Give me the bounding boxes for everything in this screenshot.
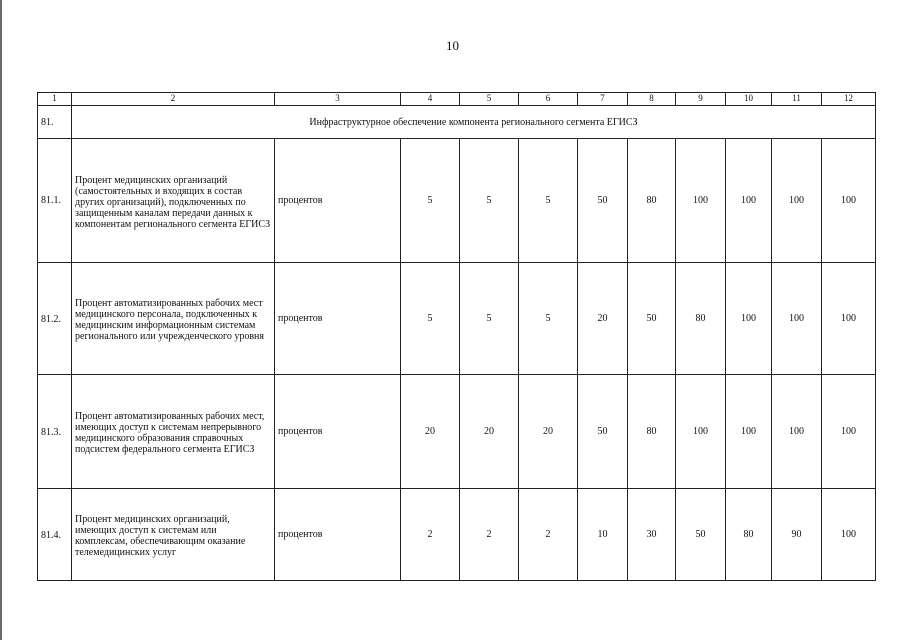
value-cell: 5 [401,139,460,263]
value-cell: 5 [401,263,460,375]
indicator-name: Процент автоматизированных рабочих мест, имеющих доступ к системам непрерывного медицинского образования справочных подсистем федерального сегмента ЕГИСЗ [72,375,275,489]
row-number: 81.3. [38,375,72,489]
indicators-table [37,92,876,581]
value-cell: 20 [460,375,519,489]
table-row [38,139,876,263]
value-cell: 90 [772,489,822,581]
column-number: 10 [726,93,772,106]
section-number: 81. [38,106,72,139]
value-cell: 80 [726,489,772,581]
value-cell: 50 [676,489,726,581]
column-numbers-row [38,93,876,106]
value-cell: 100 [772,375,822,489]
value-cell: 5 [460,139,519,263]
row-number: 81.4. [38,489,72,581]
indicator-name: Процент автоматизированных рабочих мест медицинского персонала, подключенных к медицинским информационным системам регионального или учрежденческого уровня [72,263,275,375]
unit-cell: процентов [275,139,401,263]
value-cell: 80 [628,139,676,263]
value-cell: 100 [726,139,772,263]
table-row [38,263,876,375]
column-number: 8 [628,93,676,106]
value-cell: 80 [676,263,726,375]
value-cell: 100 [726,375,772,489]
unit-cell: процентов [275,375,401,489]
value-cell: 100 [822,263,876,375]
column-number: 4 [401,93,460,106]
value-cell: 20 [578,263,628,375]
value-cell: 50 [628,263,676,375]
column-number: 7 [578,93,628,106]
column-number: 3 [275,93,401,106]
table-row [38,489,876,581]
value-cell: 10 [578,489,628,581]
column-number: 5 [460,93,519,106]
section-title: Инфраструктурное обеспечение компонента регионального сегмента ЕГИСЗ [72,106,876,139]
section-row [38,106,876,139]
value-cell: 20 [401,375,460,489]
value-cell: 5 [519,263,578,375]
value-cell: 30 [628,489,676,581]
value-cell: 100 [822,489,876,581]
value-cell: 100 [772,263,822,375]
value-cell: 100 [772,139,822,263]
column-number: 12 [822,93,876,106]
value-cell: 100 [676,375,726,489]
value-cell: 100 [822,375,876,489]
value-cell: 5 [519,139,578,263]
column-number: 6 [519,93,578,106]
indicator-name: Процент медицинских организаций (самостоятельных и входящих в состав других организаций), подключенных по защищенным каналам передачи данных к компонентам регионального сегмента ЕГИСЗ [72,139,275,263]
value-cell: 2 [401,489,460,581]
value-cell: 100 [822,139,876,263]
unit-cell: процентов [275,489,401,581]
column-number: 1 [38,93,72,106]
value-cell: 2 [460,489,519,581]
column-number: 9 [676,93,726,106]
row-number: 81.1. [38,139,72,263]
value-cell: 50 [578,375,628,489]
value-cell: 50 [578,139,628,263]
value-cell: 2 [519,489,578,581]
page-number: 10 [446,38,459,53]
value-cell: 100 [676,139,726,263]
value-cell: 100 [726,263,772,375]
unit-cell: процентов [275,263,401,375]
indicator-name: Процент медицинских организаций, имеющих доступ к системам или комплексам, обеспечивающим оказание телемедицинских услуг [72,489,275,581]
value-cell: 20 [519,375,578,489]
scan-edge [0,0,2,640]
table-row [38,375,876,489]
row-number: 81.2. [38,263,72,375]
value-cell: 5 [460,263,519,375]
column-number: 11 [772,93,822,106]
value-cell: 80 [628,375,676,489]
column-number: 2 [72,93,275,106]
